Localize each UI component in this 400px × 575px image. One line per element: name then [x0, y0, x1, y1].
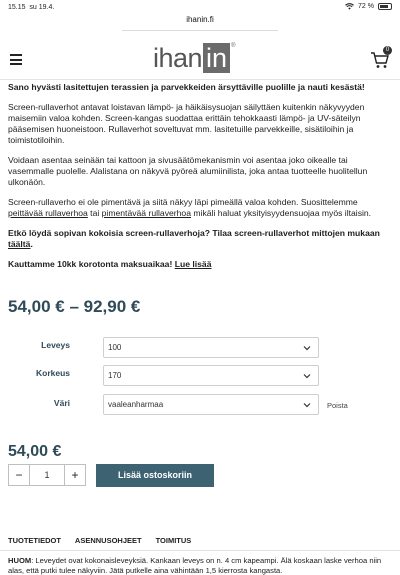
tabs-divider: [0, 550, 400, 551]
status-right: [345, 3, 392, 10]
quantity-stepper: [8, 464, 86, 486]
link-read-more[interactable]: Lue lisää: [174, 259, 212, 269]
url-underline: [122, 30, 278, 31]
chevron-down-icon: [302, 371, 312, 381]
tab-installation[interactable]: ASENNUSOHJEET: [74, 536, 142, 545]
chevron-down-icon: [302, 343, 312, 353]
height-label: Korkeus: [35, 368, 70, 378]
color-label: Väri: [53, 398, 70, 408]
color-select[interactable]: vaaleanharmaa: [103, 394, 319, 415]
logo-wordmark: ihan: [153, 42, 203, 73]
width-select[interactable]: 100: [103, 337, 319, 358]
custom-size-text: Etkö löydä sopivan kokoisia screen-rullaverhoja? Tilaa screen-rullaverhot mittojen mukaan täältä.: [8, 228, 380, 249]
link-pimentava-rullaverho[interactable]: pimentävää rullaverhoa: [101, 208, 191, 218]
description-paragraph-1: Screen-rullaverhot antavat loistavan lämpö- ja häikäisysuojan säilyttäen kuitenkin näkyvyyden maisemiin valoa kohden. Screen-kangas suodattaa erittäin tehokkaasti lämpö- ja UV-säteilyn pääsemisen huoneistoon. Rullaverhot soveltuvat mm. lasitetuille parvekkeille, sisätiloihin ja toimistotiloihin.: [8, 102, 365, 145]
menu-icon[interactable]: [10, 54, 22, 65]
description-paragraph-3: Screen-rullaverho ei ole pimentävä ja siitä näkyy läpi pimeällä valoa kohden. Suosittelemme peittävää rullaverhoa tai pimentävää rullaverhoa mikäli haluat yksityisyydensuojaa myös iltaisin.: [8, 197, 372, 218]
status-time: 15.15 su 19.4.: [8, 4, 55, 11]
selected-price: 54,00 €: [8, 443, 62, 460]
intro-text: Sano hyvästi lasitettujen terassien ja parvekkeiden ärsyttäville puolille ja nauti kesästä!: [8, 82, 365, 92]
price-range: 54,00 € – 92,90 €: [8, 297, 141, 316]
description-paragraph-2: Voidaan asentaa seinään tai kattoon ja sivusäätömekanismin voi asentaa joko oikealle tai vasemmalle puolelle. Alalistana on näkyvä pyöreä alumiinilista, joka antaa tuotteelle huolitellun ulkonäön.: [8, 155, 368, 187]
product-note: HUOM: Leveydet ovat kokonaisleveyksiä. Kankaan leveys on n. 4 cm kapeampi. Älä koskaan laske verhoa niin alas, että putki tulee näkyviin. Jätä putkelle aina vähintään 1,5 kierrosta kangasta.: [8, 556, 382, 575]
logo-registered: ®: [231, 43, 236, 49]
battery-percent: 72 %: [358, 3, 374, 10]
tab-delivery[interactable]: TOIMITUS: [155, 536, 192, 545]
chevron-down-icon: [302, 400, 312, 410]
quantity-input[interactable]: 1: [29, 465, 65, 485]
site-logo[interactable]: [153, 43, 235, 73]
link-peittava-rullaverho[interactable]: peittävää rullaverhoa: [8, 208, 88, 218]
site-header: [0, 36, 400, 80]
cart-count-badge: 0: [383, 46, 392, 55]
payment-text: Kauttamme 10kk korotonta maksuaikaa! Lue lisää: [8, 259, 212, 269]
product-tabs: [8, 536, 191, 551]
status-bar: [0, 0, 400, 14]
logo-box: in: [203, 43, 230, 73]
link-custom-size[interactable]: täältä: [8, 239, 31, 249]
clear-options-link[interactable]: Poista: [327, 401, 348, 410]
increase-quantity-button[interactable]: +: [71, 468, 79, 482]
tab-product-info[interactable]: TUOTETIEDOT: [8, 536, 61, 551]
wifi-icon: [345, 3, 354, 10]
decrease-quantity-button[interactable]: −: [15, 468, 23, 482]
add-to-cart-button[interactable]: Lisää ostoskoriin: [96, 464, 214, 487]
product-description: [8, 82, 392, 279]
battery-icon: [378, 3, 392, 10]
width-label: Leveys: [41, 340, 70, 350]
url-bar[interactable]: ihanin.fi: [186, 15, 214, 24]
height-select[interactable]: 170: [103, 365, 319, 386]
